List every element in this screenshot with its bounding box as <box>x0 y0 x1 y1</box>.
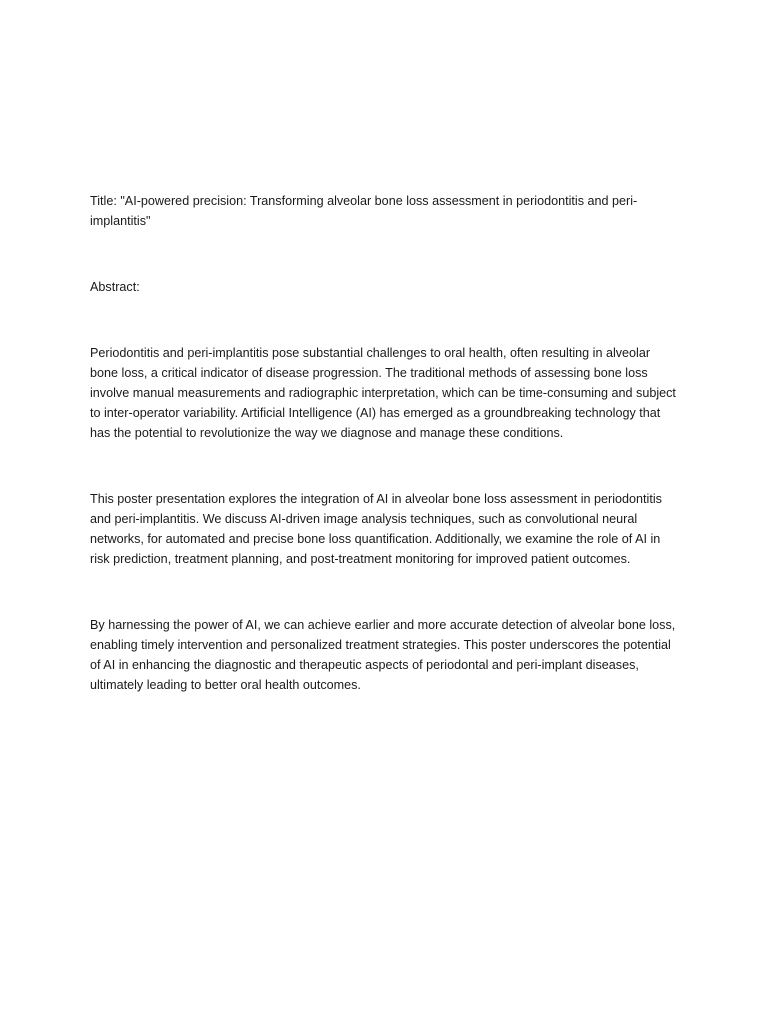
abstract-paragraph-3: By harnessing the power of AI, we can achieve earlier and more accurate detection of alveolar bone loss, enabling timely intervention and personalized treatment strategies. This poster underscores the potential of AI in enhancing the diagnostic and therapeutic aspects of periodontal and peri-implant diseases, ultimately leading to better oral health outcomes. <box>90 618 676 692</box>
abstract-paragraph-1: Periodontitis and peri-implantitis pose substantial challenges to oral health, often resulting in alveolar bone loss, a critical indicator of disease progression. The traditional methods of assessing bone loss involve manual measurements and radiographic interpretation, which can be time-consuming and subject to inter-operator variability. Artificial Intelligence (AI) has emerged as a groundbreaking technology that has the potential to revolutionize the way we diagnose and manage these conditions. <box>90 346 676 440</box>
document-title: Title: "AI-powered precision: Transforming alveolar bone loss assessment in periodontitis and peri-implantitis" <box>90 194 638 228</box>
abstract-heading: Abstract: <box>90 280 140 294</box>
abstract-paragraph-2: This poster presentation explores the integration of AI in alveolar bone loss assessment in periodontitis and peri-implantitis. We discuss AI-driven image analysis techniques, such as convolutional neural networks, for automated and precise bone loss quantification. Additionally, we examine the role of AI in risk prediction, treatment planning, and post-treatment monitoring for improved patient outcomes. <box>90 492 662 566</box>
document-body <box>90 191 680 695</box>
